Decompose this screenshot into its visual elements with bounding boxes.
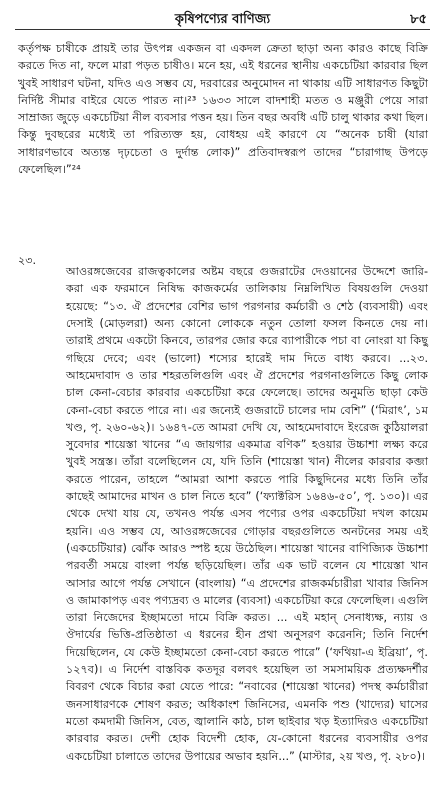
body-paragraph: কর্তৃপক্ষ চাষীকে প্রায়ই তার উৎপন্ন একজন বা একদল ক্রেতা ছাড়া অন্য কারও কাছে বিক্রি করতে দিত না, ফলে মারা পড়ত চাষীও। মনে হয়, এই ধরনের স্থানীয় একচেটিয়া কারবার ছিল খুবই সাধারণ ঘটনা, যদিও এও সম্ভব যে, দরবারের অনুমোদন না থাকায় এটি সাধারণত কিছুটা নির্দিষ্ট সীমার বাইরে যেতে পারত না।²³ ১৬৩৩ সালে বাদশাহী মতত ও মঞ্জুরী পেয়ে সারা সাম্রাজ্য জুড়ে একচেটিয়া নীল ব্যবসার পত্তন হয়। তিন বছর অবধি এটি চালু থাকার কথা ছিল। কিন্তু দুবছরের মধ্যেই তা পরিত্যক্ত হয়, বোধহয় এই কারণে যে “অনেক চাষী (যারা সাধারণভাবে অত্যন্ত দৃঢ়চেতা ও দুর্দান্ত লোক)” প্রতিবাদস্বরূপ তাদের “চারাগাছ উপড়ে ফেলেছিল।”²⁴	[18, 42, 428, 177]
running-title: কৃষিপণ্যের বাণিজ্য	[174, 12, 271, 27]
footnote-number: ২৩.	[18, 254, 37, 267]
page-header	[0, 10, 445, 30]
footnote	[18, 252, 428, 776]
main-text	[18, 40, 428, 178]
page-number: ৮৫	[410, 12, 427, 27]
footnote-text: আওরঙ্গজেবের রাজত্বকালের অষ্টম বছরে গুজরাটের দেওয়ানের উদ্দেশে জারি-করা এক ফরমানে নিষিদ্ধ কাজকর্মের তালিকায় নিম্নলিখিত বিষয়গুলি দেওয়া হয়েছে: “১৩. ঐ প্রদেশের বেশির ভাগ পরগনার কর্মচারী ও শেঠ (ব্যবসায়ী) এবং দেসাই (মোড়লরা) অন্য কোনো লোককে নতুন তোলা ফসল কিনতে দেয় না। তারাই প্রথমে একটো কিনবে, তারপর জোর করে ব্যাপারীকে পচা বা নোংরা যা কিছু গছিয়ে দেবে; এবং (ভালো) শস্যের হারেই দাম দিতে বাধ্য করবে। ...২৩. আহমেদাবাদ ও তার শহরতলিগুলি এবং ঐ প্রদেশের পরগনাগুলিতে কিছু লোক চাল কেনা-বেচার কারবার একচেটিয়া করে ফেলেছে। তাদের অনুমতি ছাড়া কেউ কেনা-বেচা করতে পারে না। এর জন্যেই গুজরাটে চালের দাম বেশি” (‘মিরাৎ’, ১ম খণ্ড, পৃ. ২৬০-৬২)। ১৬৪৭-তে আমরা দেখি যে, আহমেদাবাদে ইংরেজ কুঠিয়ালরা সুবেদার শায়েস্তা খানের “এ জায়গার একমাত্র বণিক” হওয়ার উচ্চাশা লক্ষ্য করে খুবই সন্ত্রস্ত। তাঁরা বলেছিলেন যে, যদি তিনি (শায়েস্তা খান) নীলের কারবার কব্জা করতে পারেন, তাহলে “আমরা আশা করতে পারি কিছুদিনের মধ্যে তিনি তাঁর কাছেই আমাদের মাখন ও চাল নিতে হবে” (‘ফ্যাক্টরিস ১৬৪৬-৫০’, পৃ. ১৩০)। এর থেকে দেখা যায় যে, তখনও পর্যন্ত এসব পণ্যের ওপর একচেটিয়া দখল কায়েম হয়নি। এও সম্ভব যে, আওরঙ্গজেবের গোড়ার বছরগুলিতে অনটনের সময় এই (একচেটিয়ার) ঝোঁক আরও স্পষ্ট হয়ে উঠেছিল। শায়েস্তা খানের বাণিজ্যিক উচ্চাশা পরবর্তী সময়ে বাংলা পর্যন্ত ছড়িয়েছিল। তাঁর এক ভাট বলেন যে শায়েস্তা খান আসার আগে পর্যন্ত সেখানে (বাংলায়) “এ প্রদেশের রাজকর্মচারীরা খাবার জিনিস ও জামাকাপড় এবং পণ্যদ্রব্য ও মালের (ব্যবসা) একচেটিয়া করে ফেলেছিল। এগুলি তারা নিজেদের ইচ্ছামতো দামে বিক্রি করত। ... এই মহান্ সেনাধ্যক্ষ, ন্যায় ও ঔদার্যের ভিত্তি-প্রতিষ্ঠাতা এ ধরনের হীন প্রথা অনুসরণ করেননি; তিনি নির্দেশ দিয়েছিলেন, যে কেউ ইচ্ছামতো কেনা-বেচা করতে পারে” (‘ফথিয়া-এ ইব্রিয়া’, পৃ. ১২৭ব)। এ নির্দেশ বাস্তবিক কতদূর বলবৎ হয়েছিল তা সমসাময়িক প্রত্যক্ষদর্শীর বিবরণ থেকে বিচার করা যেতে পারে: “নবাবের (শায়েস্তা খানের) পদস্থ কর্মচারীরা জনসাধারণকে শোষণ করত; অধিকাংশ জিনিসের, এমনকি পশু (খাদ্যের) ঘাসের মতো কমদামী জিনিস, বেত, জ্বালানি কাঠ, চাল ছাইবার খড় ইত্যাদিরও একচেটিয়া কারবার করত। দেশী হোক বিদেশী হোক, যে-কোনো ধরনের ব্যবসায়ীর ওপর একচেটিয়া চালাতে তাদের উপায়ের অভাব হয়নি...” (মাস্টার, ২য় খণ্ড, পৃ. ২৮০)।	[66, 265, 428, 763]
header-rule	[15, 29, 430, 30]
